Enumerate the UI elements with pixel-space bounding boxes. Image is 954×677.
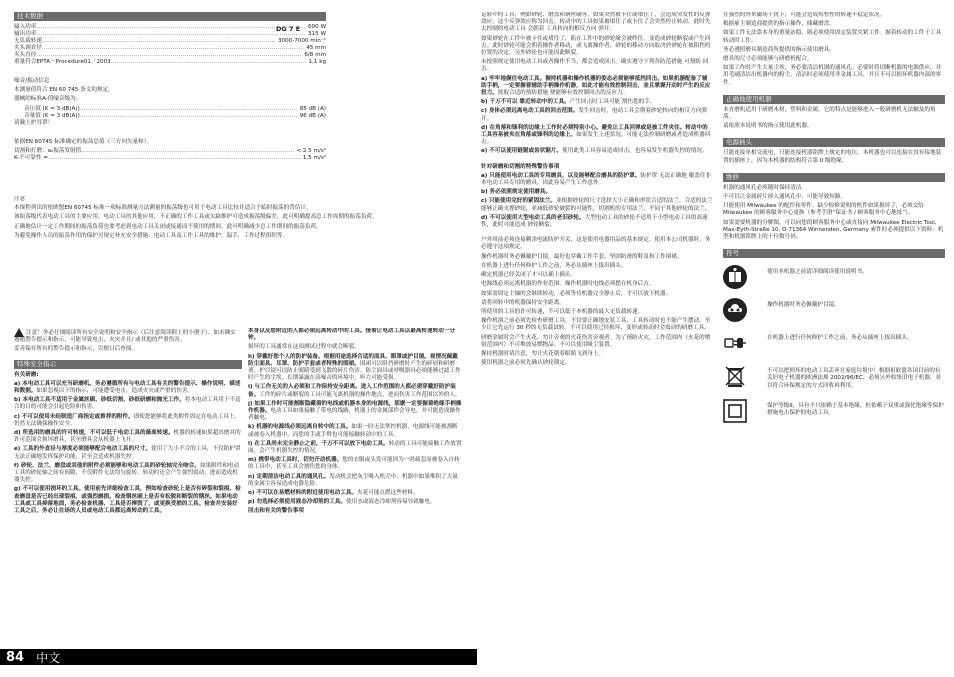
instruction-body: 並根据砂轮的尺寸选择大小正确和形状合适的法兰。合适的法兰能够正确支撑砂轮，並减低砂轮破裂的可能性。切割机的专用法兰，不同于其他砂轮的法兰。 <box>481 198 713 212</box>
instruction-item <box>248 474 462 488</box>
instruction-body: 机器的转速如果超出磨具的许可范围会损坏磨具，甚至磨具会从机器上飞开。 <box>14 430 241 444</box>
instruction-body: 按取合适的预防措施 便能够有效控制回击的反应力。 <box>497 90 629 97</box>
noise-intro: 本测量值符合 EN 60 745 条文的规定。 <box>14 87 114 94</box>
spec-value: 3000-7000 min⁻¹ <box>277 38 326 44</box>
instruction-body: 使用此类工具容易造成回击，也容易发生机器失控的情况。 <box>562 148 708 155</box>
instruction-item <box>248 441 462 455</box>
spec-row <box>14 45 326 52</box>
instruction-head: k) 机器的电源线必须远离自转中的工具。 <box>248 424 352 431</box>
symbol-header: 符号 <box>723 249 945 258</box>
spec-label: 夹头直径 <box>14 52 37 58</box>
instruction-item <box>481 189 713 196</box>
instruction-item <box>14 486 242 515</box>
instruction-body: 本身以及您附近的人都必须远离转动中的工具。接着让电动工具以最高转速转动一分钟。 <box>248 328 455 342</box>
instruction-head: m) 携带电动工具时，切勿开动机器。 <box>248 457 343 464</box>
info-column <box>723 12 945 648</box>
spec-value: 600 W <box>308 24 326 30</box>
instruction-head: a) 本电动工具可以充当研磨机。务必遵循所有与电动工具有关的警告提示、操作说明、描述和数据。 <box>14 380 241 395</box>
instruction-head: d) 在角落和锋利的边缘上工作时必须特别小心。避免让工具回弹或是被工件夹住。转动中的工具容易被夹在角落或锋利的边缘上。 <box>481 124 708 139</box>
spec-value: 45 mm <box>306 45 326 51</box>
safety-column <box>14 328 242 646</box>
paragraph: 如果工作时产生大量尘埃，务必要清洁机器的通风孔。必要时将切断机器的电源供应，并用毛刷清洁出机器内的粉尘，清洁时必须使用非金属工具，并且不可以损坏机器内部的零件。 <box>723 65 942 86</box>
paragraph: 未按照规定使用电动工具或者操作不当，都会造成回击。确实遵守下列各防范措施 可预防 回击。 <box>481 59 709 73</box>
col3-items <box>481 76 713 156</box>
instruction-head: p) 勿选择必须使用液态冷却剂的工具。 <box>248 499 347 506</box>
symbol-description: 操作机器时务必佩戴护目镜。 <box>767 302 840 309</box>
instruction-head: b) 本电动工具不适用于金属丝刷、砂纸切割、砂纸研磨和抛光工作。 <box>14 397 185 404</box>
instruction-item <box>14 446 242 460</box>
instruction-item <box>248 328 462 342</box>
instruction-body: 防护罩 无法正确地 覆盖住非本电动工具专用的磨具，因此容易产生工作意外。 <box>481 172 711 187</box>
paragraph: 如果需固定主轴的会继续转动，必须等待机器完全静止后，才可以放下机器。 <box>481 290 672 297</box>
instruction-body: 发动机会把灰尘吸入机壳中，机器中如果堆积了大量的金属尘容易造成电器危险。 <box>248 473 458 487</box>
spec-label: 输出功率 <box>14 31 37 37</box>
page-language-left: 中文 <box>36 650 61 665</box>
instruction-head: b) 务必依照规定使用磨具。 <box>481 189 552 196</box>
spec-row <box>14 59 326 66</box>
instruction-head: f) 砂轮、法兰、磨盘或其他的附件必须能够和电动工具的砂轮轴完全吻合。 <box>14 462 200 469</box>
spec-label: 重量符合EPTA－Procedure01／2003 <box>14 59 111 65</box>
note-title: 注意 <box>14 196 26 202</box>
instruction-head: h) 穿戴好您个人的防护装备。根据用途选择合适的面具、眼罩或护目镜。视情况佩戴防尘面具、耳罩、防护手套或者特殊的围裙。 <box>248 353 458 367</box>
spec-column <box>14 12 326 312</box>
paragraph: 户外用前必须连接剩余电流防护开关，这是使用电器用品的基本规定。使用本公司机器时，务必遵守这项规定。 <box>481 237 711 251</box>
instruction-head: n) 定期清洁电动工具的通风孔。 <box>248 473 330 480</box>
instruction-item <box>248 490 462 497</box>
instruction-body: 发生回击时，电动工具会朝着砂轮转向的相反方向弹开。 <box>481 108 707 122</box>
read-manual-icon <box>723 265 747 289</box>
kickback-title: 回击和有关的警告事项 <box>248 508 304 515</box>
instruction-body: 损坏的工具通常在这项测试过程中就会断裂。 <box>248 344 360 351</box>
instruction-body: 使用了大小不合的工具，不仅防护罩无法正确地发挥保护功能，甚至会造成机器失控。 <box>14 446 241 460</box>
instruction-item <box>248 499 462 506</box>
paragraph: 正确地估计一定工作期间的振荡负荷也要考虑到电动工具关闭或接通而不使用的期间。此可明确减少总工作期间的振荡负荷。 <box>14 223 322 230</box>
instruction-item <box>248 344 462 351</box>
warning-body: 注意！务必仔细阅读所有安全说明和安全指示（后注意阅读附上的小册子）。如未确实 遵循警告提示和指示，可能导致电击，火灾并且/ 或其他的严重伤害。 <box>14 330 236 344</box>
symbol-row <box>723 331 945 355</box>
symbol-description: 在机器上进行任何修护工作之前，务必从插座上拔出插头。 <box>767 335 913 342</box>
weee-bin-icon <box>723 364 747 388</box>
spec-label: 切割和打磨：aₕ振荡发射值 <box>14 148 82 155</box>
paragraph: 根据雇主制造商提供的指示操作、储藏磨盘。 <box>723 21 835 28</box>
spec-leader <box>36 52 302 59</box>
safety-column-2 <box>248 328 462 646</box>
instruction-item <box>14 414 242 428</box>
paragraph: 握持机器时请注意，勿让火花朝着眼睛飞到身上。 <box>481 350 605 357</box>
instruction-head: o) 不可以在易燃材料的附近使用电动工具。 <box>248 490 358 497</box>
class-ii-icon <box>723 399 747 423</box>
paragraph: 务必遵照磨具制造商所提供的指示使用磨具。 <box>723 46 835 53</box>
instruction-item <box>481 148 713 155</box>
instruction-head: e) 不可以使用链锯或齿状锯片。 <box>481 148 563 155</box>
spec-label: 音压值 (K = 3 dB(A)) <box>24 105 80 112</box>
symbol-description: 使用本机器之前请详细阅读使用说明书。 <box>767 269 868 276</box>
warning-text <box>14 328 242 344</box>
usage-paragraphs <box>723 107 945 131</box>
instruction-body: 工件的碎片或断裂的工具可能飞离机器的操作地点，进而伤害工作范围以外的人。 <box>259 391 461 398</box>
spec-leader <box>36 24 306 31</box>
maintenance-paragraphs <box>723 185 945 241</box>
instruction-item <box>14 463 242 485</box>
noise-title: 噪音/振动信息 <box>14 78 50 84</box>
spec-leader <box>36 31 306 38</box>
instruction-item <box>14 397 242 411</box>
paragraph: 为避免操作人员的振荡作用的保护另规定补充安全措施：电动工具及工作工具的维护，温手，工作过程组织等。 <box>14 232 289 239</box>
paragraph: 操作机器之前必须先检查研磨工具，不仅要正确地安装工具，工具转动时也不能产生摆动。至少让它先运行 30 秒的无负载试转。不可以使用已经损坏、变形或转动时会震动的研磨工具。 <box>481 318 711 332</box>
instruction-body: 使用水或液态冷却剂容易导致触电。 <box>346 499 436 506</box>
instruction-body: 如果附件和电动工具的砂轮轴之间有间隙，不仅附件无法均匀旋转，转动时还会产生强烈震动，进而造成机器失控。 <box>14 462 240 484</box>
right-page <box>477 0 954 677</box>
spec-row <box>24 106 326 113</box>
safety-items <box>14 381 242 515</box>
paragraph: 如果工件无法靠本身的重量站稳，则必须使用固定装置夹紧工件。握着转动的工件于工具转动时工件。 <box>723 30 942 44</box>
instruction-item <box>248 457 462 471</box>
paragraph: 操作机器时务必佩戴护目镜，最好也穿戴工作手套，坚固防滑的鞋及和工作围裙。 <box>481 253 683 260</box>
instruction-item <box>248 354 462 383</box>
spec-leader <box>111 59 307 66</box>
vibration-rows <box>14 148 326 162</box>
instruction-body: 电动工具如果接触了带电的线路，机器上的金属部件会导电，并可能造成操作者触电。 <box>248 408 461 422</box>
warning-triangle-icon <box>14 328 24 337</box>
safety-goggles-icon <box>723 298 747 322</box>
kickback-column <box>481 12 713 648</box>
instruction-body: 转动的工具可能接触工作放置面，会产生机器失控的情况。 <box>248 440 462 455</box>
symbol-list <box>723 261 945 423</box>
model-name: DG 7 E <box>276 25 301 33</box>
instruction-head: i) 与工作无关的人必须和工作保持安全距离。进入工作范围的人都必须穿戴好防护装备。 <box>248 384 456 398</box>
col4-paragraphs <box>723 12 945 87</box>
spec-leader <box>42 38 276 45</box>
instruction-head: b) 千万不可以 靠近转动中的工具。 <box>481 99 570 106</box>
instruction-item <box>481 76 713 98</box>
spec-leader <box>48 155 301 162</box>
spec-row <box>14 155 326 162</box>
page-number-left: 84 <box>6 649 25 665</box>
instruction-head: e) 工具的外直径与厚度必须能够配合电动工具的尺寸。 <box>14 446 151 453</box>
instruction-head: a) 牢牢地握住电动工具。握持机器和操作机器的姿态必须能够抵挡回击。如果机器配备了辅助手柄，一定要握着辅助手柄操作机器，如此才能有效控制回击，並且掌握开动时产生的反应扭力。 <box>481 75 711 97</box>
instruction-item <box>14 430 242 444</box>
instruction-item <box>481 125 713 147</box>
maintenance-header: 维修 <box>723 173 945 182</box>
instruction-item <box>481 198 713 212</box>
usage-header: 正确地使用机器 <box>723 95 945 104</box>
instruction-body: 大型电动工具的砂轮不适用于小型电动工具的高速性，此时可能造成 砂轮断裂。 <box>481 214 708 229</box>
instruction-head: d) 不可以使用大型电动工具的老旧砂轮。 <box>481 214 585 221</box>
paragraph: 如果砂轮在工件中被卡住或堵住了，陷在工件中的砂轮缘会被绊住，並造成砂轮断裂或产生回击。此时砂轮可能会朝着操作者移动，或飞离操作者，砂轮的移动方向取决於砂轮在被阻挡的位置的决定，另外砂轮也可能因此断裂。 <box>481 35 711 57</box>
paragraph: 确定机器已经关闭了才可以插上插头。 <box>481 272 577 279</box>
spec-value: < 2.5 m/s² <box>296 148 326 155</box>
instruction-item <box>481 173 713 187</box>
symbol-row <box>723 399 945 423</box>
grinding-warning-title: 针对研磨和切割的特殊警告事项 <box>481 163 560 170</box>
instruction-body: 如果发生上述状况，可能无法控制研磨或者造成机器回击。 <box>481 132 711 146</box>
paragraph: 本规程列出的依欧盟EN 60745 标准一项标准测量方法测量的振荡级也可用于电动工具比较并适合于临时振荡的背估计。 <box>14 205 312 212</box>
instruction-body: 您的衣服或头发可能因为一时疏忽而被卷入自转的工具中，甚至工具会割伤您的身体。 <box>248 457 460 471</box>
instruction-head: g) 不可以使用损坏的工具。使用前先详细检查工具，例如检查砂轮上是否有碎裂和裂痕、检查磨盘是否已经出现裂痕、或强烈磨损。检查钢丝刷上是否有松脱和断裂的钢丝。如果电动工具或工具掉落地面，务必检查机器、工具是否摔毁了，或更换受损的工具。检查并安装好工具之后，务必让在场的人员或电动工具都远离转动的工具。 <box>14 486 241 515</box>
paragraph: 请依照本说明书的指示使用此机器。 <box>723 123 813 130</box>
symbol-row <box>723 265 945 289</box>
spec-label: 音量值 (K = 3 dB(A)) <box>24 112 80 119</box>
spec-label: K-不可靠性 = <box>14 155 48 162</box>
spec-label: 无负载转速 <box>14 38 42 44</box>
instruction-head: d) 所选用的磨具的许可转速，不可以低于电动工具的最高转速。 <box>14 430 174 437</box>
spec-value: 85 dB (A) <box>299 105 326 112</box>
spec-value: 315 W <box>308 31 326 37</box>
paragraph: 不可以让金属碎片掉入通风孔中，可能导致短路。 <box>723 194 847 201</box>
instruction-body: 将本电动工具用于不适合的目的可能会引起危险和伤害。 <box>14 397 241 411</box>
spec-leader <box>42 45 304 52</box>
instruction-body: 火花可能点燃这些材料。 <box>357 490 419 497</box>
instruction-item <box>481 108 713 122</box>
spec-label: 输入功率 <box>14 24 37 30</box>
paragraph: 本直磨机适用于研磨木材，塑料和金属。它的特点是能够进入一般研磨机无法触及的角落。 <box>723 106 936 121</box>
instruction-body: 即使您能够将此类附件固定在电动工具上，仍然无法确保操作安全。 <box>14 413 240 427</box>
left-footer <box>0 649 477 665</box>
instruction-body: 围裙可以阻挡研磨时产生的碎屑和研磨剂。护目镜可以防止眼睛受到飞散的碎片伤害。防尘面具或呼吸器具必须能够过滤工作时产生的尘埃。长期暴露在高噪音的环境中，听力可能受损。 <box>248 360 461 382</box>
col3-paragraphs <box>481 12 713 74</box>
instruction-head: c) 不可以使用未经制造厂商指定或推荐的附件。 <box>14 413 134 420</box>
col2-items <box>248 328 462 506</box>
safety-subtitle: 有关研磨: <box>14 371 39 378</box>
noise-ear-note: 请戴上护耳罩！ <box>14 119 54 126</box>
instruction-item <box>481 99 713 106</box>
paragraph: 在机器上进行任何修护工作之前，务必从插座上拔出插头。 <box>481 262 627 269</box>
paragraph: 该振荡级代表电动工具的主要应用。电动工具的其他应用，不正确的工作工具或欠缺维护可造成振荡级偏差。此可明确提高总工作周期的振荡负荷。 <box>14 214 378 221</box>
paragraph: 机器的通风孔必须随时保持清洁。 <box>723 184 807 191</box>
spec-row <box>14 148 326 155</box>
spec-leader <box>81 148 294 155</box>
instruction-item <box>481 215 713 229</box>
note-paragraphs <box>14 205 409 240</box>
spec-row <box>14 38 326 45</box>
instruction-item <box>14 381 242 395</box>
spec-label: 夹头调直径 <box>14 45 42 51</box>
spec-value: 6/8 mm <box>304 52 326 58</box>
paragraph: 只能使用 Milwaukee 的配件和零件。缺少检修说明的机件如果损坏了，必须交给 Milwaukee 的顾客服务中心更换（参考手册“保证书 / 顾客服务中心地址”）。 <box>723 203 924 217</box>
paragraph: 在强烈的外来磁场干扰下，可能会造成短暂性的转速不稳定状况。 <box>723 12 886 18</box>
paragraph: 所使用的工具的许可转速，不可以低于本机器的最大无负载转速。 <box>481 308 644 315</box>
spec-row <box>24 113 326 120</box>
symbol-description: 保护等级II，具有不只依赖于基本绝缘，但依赖于双重或强化绝缘等保护措施电击保护的电动工具。 <box>767 402 944 417</box>
instruction-head: c) 只能使用完好的紧固法兰。 <box>481 198 556 205</box>
paragraph: 电源线必须远离机器的作业范围。操作机器时电线必须摆在机身后方。 <box>481 281 655 288</box>
paragraph: 如果需要机器的分解图，可以向您的顾客服务中心或直接向 Milwaukee Electric Tool, Max-Eyth-Straße 10, D-71364 Winnenden, Germany 索件时必须提供以下资料：机型和机器铭牌上的十位数号码。 <box>723 219 944 241</box>
spec-value: 96 dB (A) <box>299 112 326 119</box>
power-paragraphs <box>723 150 945 164</box>
instruction-item <box>248 401 462 423</box>
paragraph: 使用机器之前必须先确认砂轮锁定。 <box>481 360 571 367</box>
spec-leader <box>80 113 298 120</box>
spec-row <box>14 52 326 59</box>
unplug-icon <box>723 331 747 355</box>
symbol-description: 不可以把损坏的电动工具丢弃在家庭垃圾中！根据祖欧盟各国目前的有关旧电子机器的欧洲法规 2002/96/EC，必须另外收集旧电子机器，並以符合环保规定的方式回收再利用。 <box>767 368 942 389</box>
warning-keep: 妥善保存所有的警告提示和指示，以便日后查阅。 <box>14 346 138 353</box>
instruction-head: c) 身体必须远离电动工具的回击范围。 <box>481 108 579 115</box>
paragraph: 研磨金属时会产生火花，勿让旁观的火花伤害旁观者。为了预防火灾，工作范围内（火花的喷射范围内）不可堆放易燃物品。不可以使用吸尘装置。 <box>481 334 711 348</box>
instruction-item <box>248 424 462 438</box>
instruction-body: 如果一时无法掌控机器，电源线可能被割断或被卷入机器中，而您的手或手臂也可能接触转动中的工具。 <box>248 424 458 438</box>
power-header: 电源插头 <box>723 138 945 147</box>
noise-rows <box>14 106 326 120</box>
noise-sub: 器械的标准A-值噪音级为： <box>14 96 82 103</box>
paragraph: 磨具的尺寸必须能够与研磨机配合。 <box>723 56 813 63</box>
instruction-head: a) 只能使用电动工具的专用磨具，以及能够配合磨具的防护罩。 <box>481 172 641 179</box>
instruction-body: 产生回击时工具可能 割伤您的手。 <box>569 99 656 106</box>
symbol-row <box>723 364 945 390</box>
col3-items-2 <box>481 173 713 229</box>
spec-value: 1,1 kg <box>308 59 326 65</box>
instruction-item <box>248 384 462 398</box>
spec-value: 1,5 m/s² <box>302 155 326 162</box>
symbol-row <box>723 298 945 322</box>
vibration-intro: 依据EN 60745 标准确定的振荡总值（三方向矢量和）。 <box>14 138 153 145</box>
note-section <box>14 196 409 266</box>
paragraph: 运转中的工具，例如砂轮、磨盘和钢丝刷等，如果突然被卡住或堵住了，会造成突发性的反弹效应，这个反弹效应称为回击。转动中的工具如果被堵住了或卡住了会突然停止转动，此时失去控制的电动工具 会朝着 工具转向的相反方向 弹开。 <box>481 12 711 33</box>
paragraph: 只能连接单相交流电，只能连接机器铭牌上规定的电压。本机器也可以连接在没有接地装置的插座上，因为本机器的结构符合第 II 级绝缘。 <box>723 150 942 164</box>
col3-paragraphs-2 <box>481 237 713 367</box>
paragraph: 请将回转中的机器保持安全距离。 <box>481 299 565 306</box>
instruction-body: 如果忽视以下的指示，可能遭受电击，造成火灾或严重的伤害。 <box>36 388 194 395</box>
spec-header: 技术数据 <box>14 12 326 21</box>
instruction-head: j) 如果工作时可能割断隐藏着的电线或机器本身的电源线，那麽一定要握着绝缘手柄操作机器。 <box>248 400 462 415</box>
spec-leader <box>80 106 298 113</box>
instruction-head: l) 在工具尚未完全静止之前，千万不可以放下电动工具。 <box>248 440 389 447</box>
safety-header: 特殊安全指示 <box>14 360 242 369</box>
